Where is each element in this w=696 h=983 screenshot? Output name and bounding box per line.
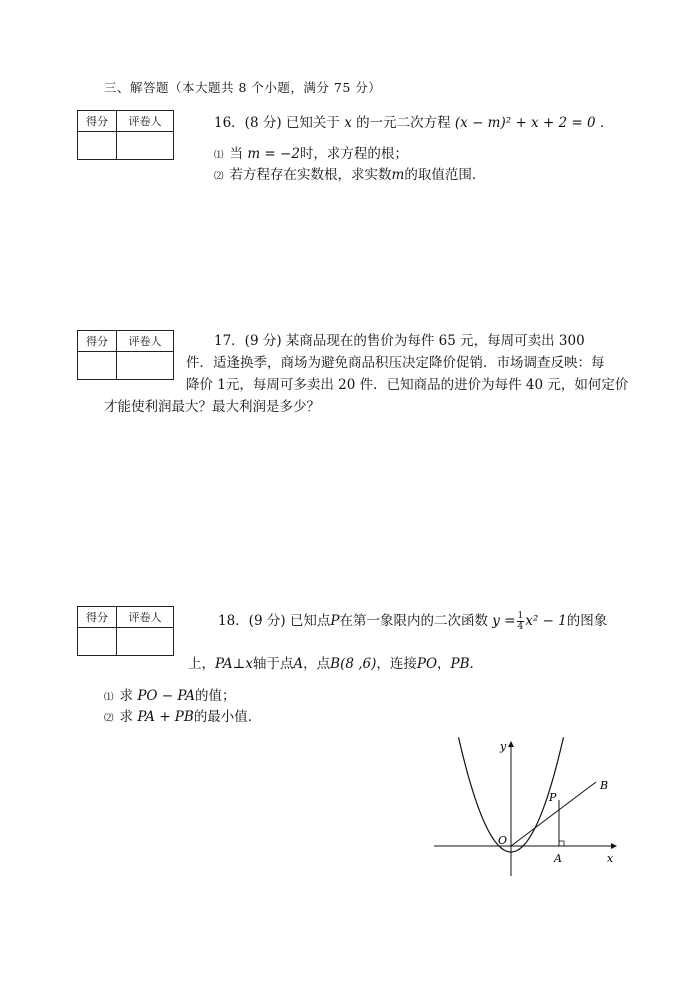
- q18-part2-text: 求: [119, 709, 134, 725]
- q18-line2: [188, 652, 483, 672]
- q18-part2-math: PA + PB: [137, 709, 194, 725]
- grader-label: 评卷人: [117, 331, 174, 352]
- q16-stem-text: 16．(8 分) 已知关于: [214, 115, 340, 131]
- q16-part1-math: m = −2: [247, 146, 300, 162]
- q18-part1-math: PO − PA: [137, 688, 195, 704]
- q18-stem-text: 在第一象限内的二次函数: [339, 613, 488, 629]
- score-table-17: [77, 330, 174, 380]
- q17-line4: 才能使利润最大？最大利润是多少？: [104, 399, 320, 415]
- q16-equation: (x − m)² + x + 2 = 0: [454, 115, 596, 131]
- q18-part2-text: 的最小值．: [193, 709, 262, 725]
- score-cell[interactable]: [78, 628, 117, 656]
- label-b: B: [600, 779, 609, 792]
- q16-part2-math: m: [391, 167, 405, 183]
- score-table-16: [77, 110, 174, 160]
- q18-part1-text: 的值；: [194, 688, 236, 704]
- q16-stem-end: ．: [599, 115, 614, 131]
- q16-stem-text: 的一元二次方程: [356, 115, 451, 131]
- grader-label: 评卷人: [117, 607, 174, 628]
- q16-part2: [214, 163, 485, 183]
- q17-line2: 件．适逢换季，商场为避免商品积压决定降价促销．市场调查反映：每: [186, 355, 605, 371]
- q17-line1: 17．(9 分) 某商品现在的售价为每件 65 元，每周可卖出 300: [214, 333, 585, 349]
- section-title: 三、解答题（本大题共 8 个小题，满分 75 分）: [104, 80, 382, 95]
- q18-line2-text: 上，: [188, 656, 215, 672]
- q18-fraction: [517, 611, 525, 632]
- q18-line2-text: ，点: [303, 656, 331, 672]
- label-a: A: [554, 852, 562, 865]
- q18-part2: [104, 705, 261, 725]
- q16-part1: [214, 142, 408, 162]
- q18-fraction-numerator: 1: [517, 611, 524, 621]
- q18-function-lhs: y =: [492, 613, 516, 629]
- right-angle-mark: [559, 841, 564, 846]
- score-label: 得分: [78, 331, 117, 352]
- grader-cell[interactable]: [117, 628, 174, 656]
- score-table-18: [77, 606, 174, 656]
- q18-figure: [420, 730, 625, 880]
- label-o: O: [498, 834, 508, 847]
- q18-line2-text: ，连接: [376, 656, 417, 672]
- label-p: P: [549, 791, 557, 804]
- q18-part2-number: ⑵: [104, 713, 114, 724]
- label-y: y: [500, 740, 507, 753]
- q18-line2-math: PO: [416, 656, 438, 672]
- score-label: 得分: [78, 111, 117, 132]
- q18-line2-math: B(8 ,6): [330, 656, 377, 672]
- q18-line2-text: ．: [469, 656, 484, 672]
- score-cell[interactable]: [78, 132, 117, 160]
- q18-stem-text: 的图象: [566, 613, 608, 629]
- q16-stem: [214, 111, 613, 131]
- q16-part2-number: ⑵: [214, 171, 224, 182]
- q18-line2-math: PB: [450, 656, 470, 672]
- score-cell[interactable]: [78, 352, 117, 380]
- q16-var-x: x: [344, 115, 352, 131]
- q18-line2-text: 轴于点: [252, 656, 294, 672]
- q16-part2-text: 若方程存在实数根，求实数: [229, 167, 392, 183]
- q18-point-p: P: [330, 613, 340, 629]
- q18-part1-number: ⑴: [104, 692, 114, 703]
- grader-label: 评卷人: [117, 111, 174, 132]
- q18-part1: [104, 684, 235, 704]
- label-x: x: [607, 852, 614, 865]
- q16-part1-text: 当: [229, 146, 244, 162]
- q18-line2-text: ，: [437, 656, 451, 672]
- q16-part2-text: 的取值范围．: [404, 167, 486, 183]
- q18-line2-math: PA⊥x: [215, 656, 253, 672]
- q18-function-rhs: x² − 1: [525, 613, 567, 629]
- grader-cell[interactable]: [117, 132, 174, 160]
- score-label: 得分: [78, 607, 117, 628]
- q18-stem: [218, 609, 607, 632]
- q18-line2-math: A: [293, 656, 304, 672]
- q18-stem-text: 18．(9 分) 已知点: [218, 613, 331, 629]
- q16-part1-number: ⑴: [214, 150, 224, 161]
- grader-cell[interactable]: [117, 352, 174, 380]
- q17-line3: 降价 1元，每周可多卖出 20 件．已知商品的进价为每件 40 元，如何定价: [186, 377, 629, 393]
- q18-part1-text: 求: [119, 688, 134, 704]
- q18-fraction-denominator: 4: [517, 622, 524, 632]
- q16-part1-text: 时，求方程的根；: [299, 146, 408, 162]
